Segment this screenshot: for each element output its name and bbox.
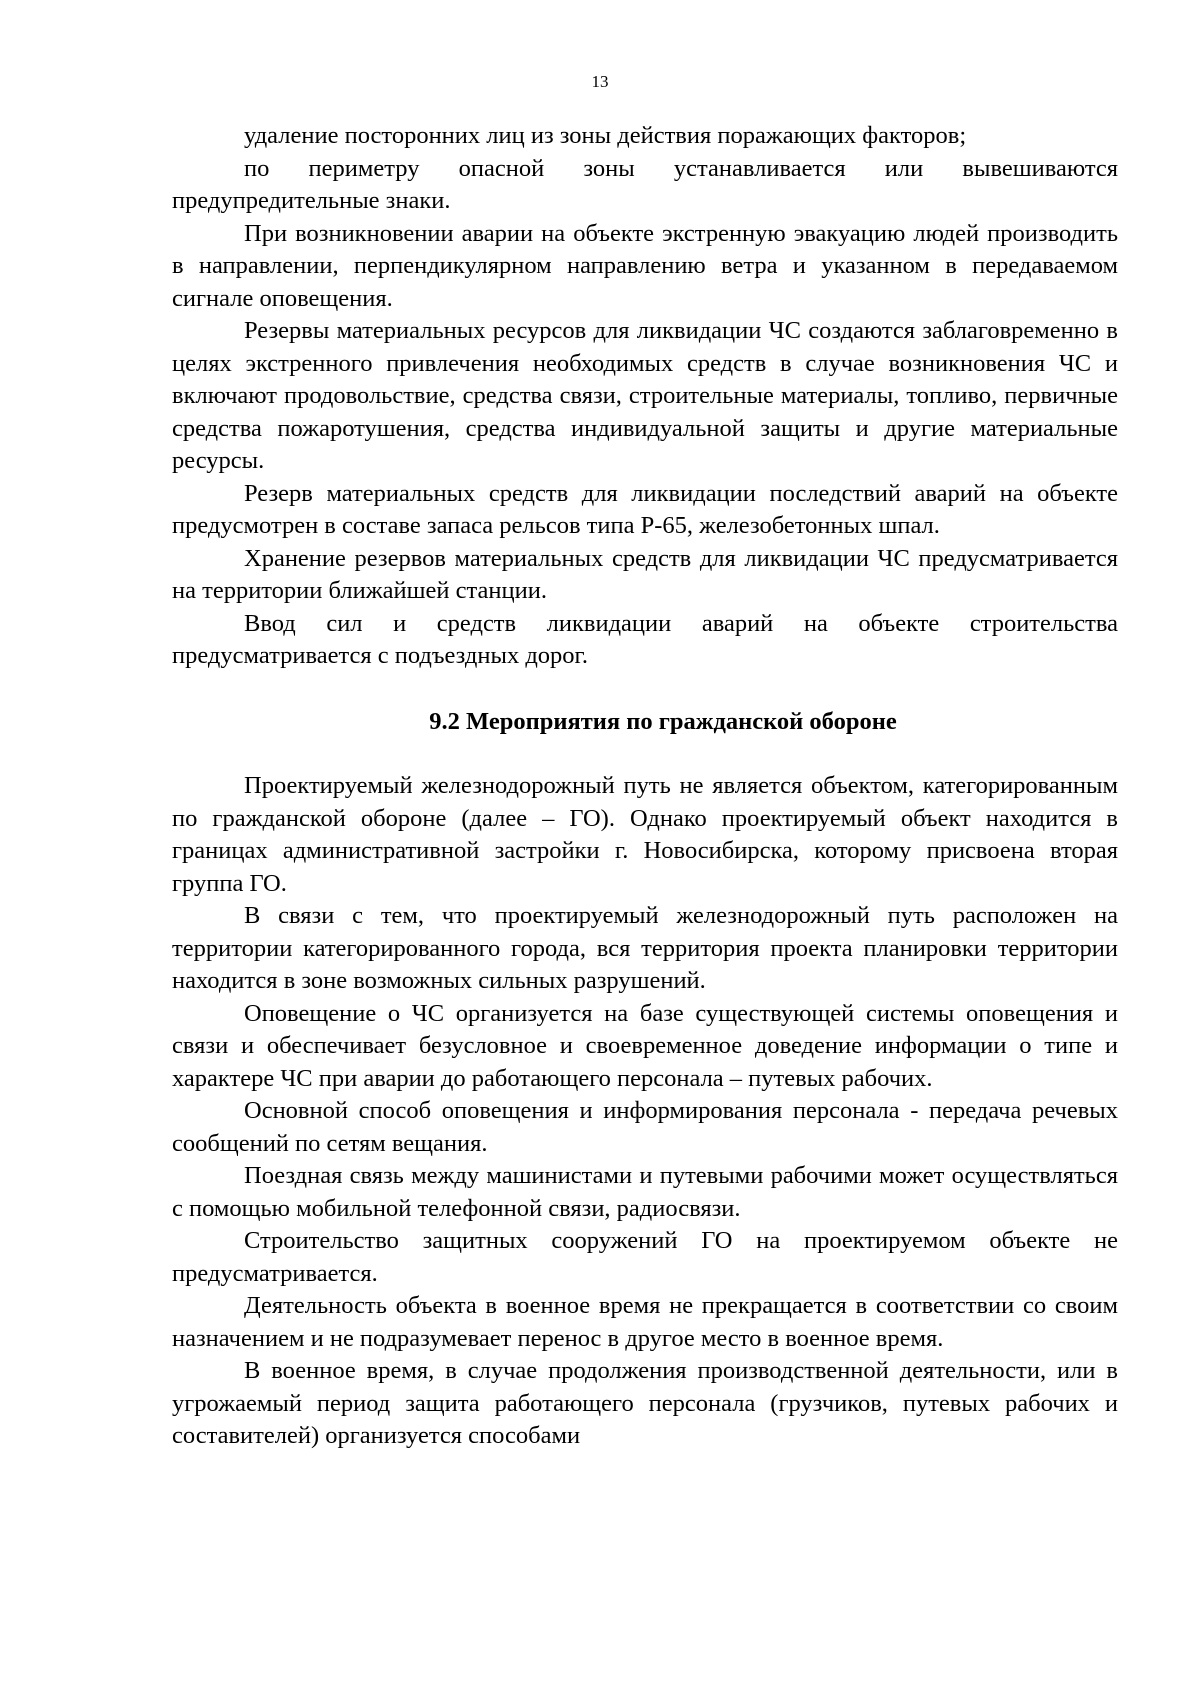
paragraph: В военное время, в случае продолжения производственной деятельности, или в угрожаемый период защита работающего персонала (грузчиков, путевых рабочих и составителей) организуется способами [172,1357,1118,1449]
paragraph: Хранение резервов материальных средств для ликвидации ЧС предусматривается на территории ближайшей станции. [172,544,1118,604]
page-number: 13 [591,72,609,91]
paragraph: Основной способ оповещения и информирования персонала - передача речевых сообщений по сетям вещания. [172,1097,1118,1157]
paragraph: по периметру опасной зоны устанавливается или вывешиваются предупредительные знаки. [172,154,1118,214]
paragraph: Оповещение о ЧС организуется на базе существующей системы оповещения и связи и обеспечивает безусловное и своевременное доведение информации о типе и характере ЧС при аварии до работающего персонала – путевых рабочих. [172,999,1118,1092]
paragraph: При возникновении аварии на объекте экстренную эвакуацию людей производить в направлении, перпендикулярном направлению ветра и указанном в передаваемом сигнале оповещения. [172,219,1118,312]
paragraph: В связи с тем, что проектируемый железнодорожный путь расположен на территории категорированного города, вся территория проекта планировки территории находится в зоне возможных сильных разрушений. [172,902,1118,994]
paragraph: удаление посторонних лиц из зоны действия поражающих факторов; [244,122,967,149]
paragraph: Проектируемый железнодорожный путь не является объектом, категорированным по гражданской обороне (далее – ГО). Однако проектируемый объект находится в границах административной застройки г. Новосибирска, которому присвоена вторая группа ГО. [172,772,1118,897]
paragraph: Резервы материальных ресурсов для ликвидации ЧС создаются заблаговременно в целях экстренного привлечения необходимых средств в случае возникновения ЧС и включают продовольствие, средства связи, строительные материалы, топливо, первичные средства пожаротушения, средства индивидуальной защиты и другие материальные ресурсы. [172,317,1118,474]
paragraph: Поездная связь между машинистами и путевыми рабочими может осуществляться с помощью мобильной телефонной связи, радиосвязи. [172,1162,1118,1222]
paragraph: Резерв материальных средств для ликвидации последствий аварий на объекте предусмотрен в составе запаса рельсов типа Р-65, железобетонных шпал. [172,479,1118,539]
page-content [172,120,1118,1453]
section-heading: 9.2 Мероприятия по гражданской обороне [429,707,897,735]
paragraph: Строительство защитных сооружений ГО на проектируемом объекте не предусматривается. [172,1227,1118,1287]
paragraph: Ввод сил и средств ликвидации аварий на объекте строительства предусматривается с подъездных дорог. [172,609,1118,669]
paragraph: Деятельность объекта в военное время не прекращается в соответствии со своим назначением и не подразумевает перенос в другое место в военное время. [172,1292,1118,1352]
